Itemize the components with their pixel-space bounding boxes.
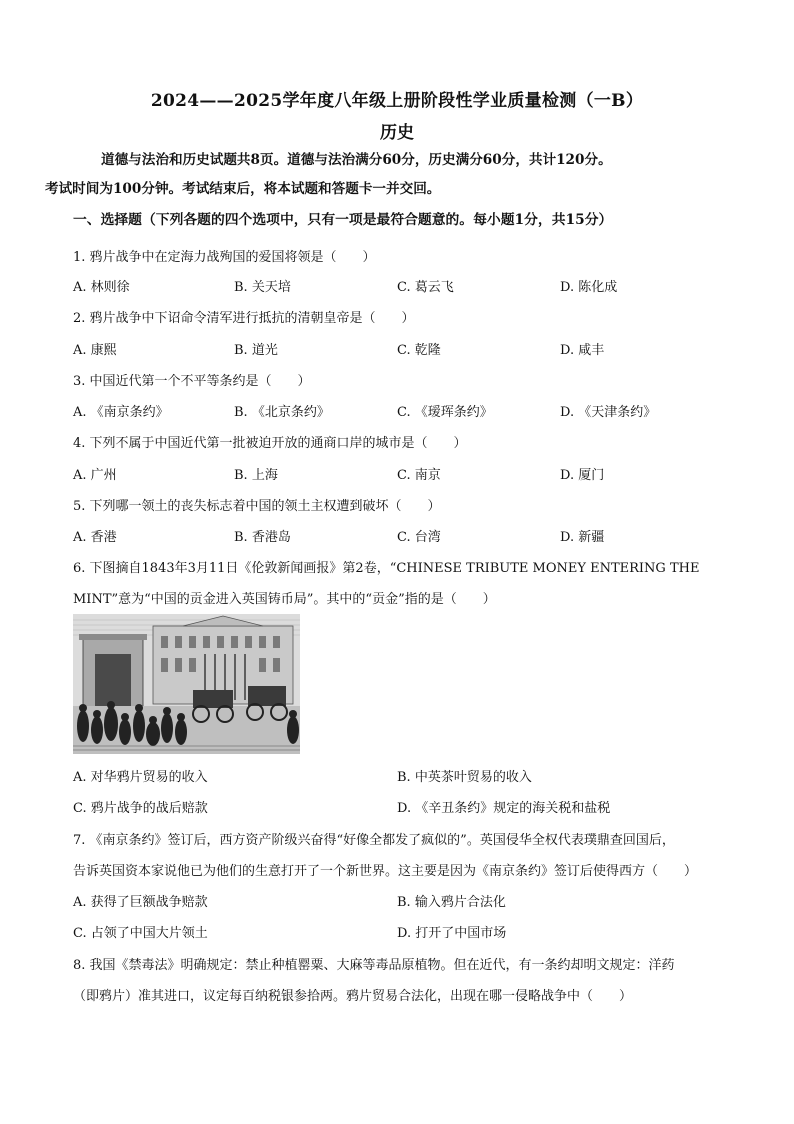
instructions-line-2: 考试时间为100分钟。考试结束后，将本试题和答题卡一并交回。 [45,181,441,197]
section-heading: 一、选择题（下列各题的四个选项中，只有一项是最符合题意的。每小题1分，共15分） [73,212,613,228]
question-8-stem-line-2: （即鸦片）准其进口，议定每百纳税银参拾两。鸦片贸易合法化，出现在哪一侵略战争中（ ） [73,989,633,1004]
question-1-stem: 1. 鸦片战争中在定海力战殉国的爱国将领是（ ） [73,250,376,265]
instructions-line-1: 道德与法治和历史试题共8页。道德与法治满分60分，历史满分60分，共计120分。 [101,152,612,168]
question-6-option-a[interactable]: A. 对华鸦片贸易的收入 [73,770,208,785]
question-4-option-d[interactable]: D. 厦门 [560,468,605,483]
question-7-stem-line-1: 7. 《南京条约》签订后，西方资产阶级兴奋得“好像全都发了疯似的”。英国侵华全权代表璞鼎查回国后， [73,833,675,848]
question-6-option-d[interactable]: D. 《辛丑条约》规定的海关税和盐税 [397,801,611,816]
question-3-option-a[interactable]: A. 《南京条约》 [73,405,169,420]
question-7-option-a[interactable]: A. 获得了巨额战争赔款 [73,895,208,910]
question-2-option-b[interactable]: B. 道光 [234,343,278,358]
engraving-illustration [73,614,300,754]
question-7-option-c[interactable]: C. 占领了中国大片领土 [73,926,208,941]
question-1-option-d[interactable]: D. 陈化成 [560,280,618,295]
question-5-option-c[interactable]: C. 台湾 [397,530,441,545]
exam-title: 2024——2025学年度八年级上册阶段性学业质量检测（一B） [150,91,644,111]
question-1-option-c[interactable]: C. 葛云飞 [397,280,454,295]
question-5-option-a[interactable]: A. 香港 [73,530,117,545]
question-6-stem-line-1: 6. 下图摘自1843年3月11日《伦敦新闻画报》第2卷，“CHINESE TRIBUTE MONEY ENTERING THE [73,561,700,576]
question-3-option-c[interactable]: C. 《瑷珲条约》 [397,405,493,420]
question-6-option-c[interactable]: C. 鸦片战争的战后赔款 [73,801,208,816]
question-3-option-b[interactable]: B. 《北京条约》 [234,405,330,420]
question-3-option-d[interactable]: D. 《天津条约》 [560,405,657,420]
question-5-stem: 5. 下列哪一领土的丧失标志着中国的领土主权遭到破坏（ ） [73,499,441,514]
question-4-option-c[interactable]: C. 南京 [397,468,441,483]
question-1-option-b[interactable]: B. 关天培 [234,280,291,295]
question-5-option-b[interactable]: B. 香港岛 [234,530,291,545]
exam-instructions [45,146,723,204]
question-2-stem: 2. 鸦片战争中下诏命令清军进行抵抗的清朝皇帝是（ ） [73,311,415,326]
question-4-stem: 4. 下列不属于中国近代第一批被迫开放的通商口岸的城市是（ ） [73,436,467,451]
question-2-option-a[interactable]: A. 康熙 [73,343,117,358]
question-6-stem-line-2: MINT”意为“中国的贡金进入英国铸币局”。其中的“贡金”指的是（ ） [73,592,496,607]
question-5-option-d[interactable]: D. 新疆 [560,530,605,545]
question-4-option-b[interactable]: B. 上海 [234,468,278,483]
question-7-stem-line-2: 告诉英国资本家说他已为他们的生意打开了一个新世界。这主要是因为《南京条约》签订后使得西方（ ） [73,864,698,879]
question-3-stem: 3. 中国近代第一个不平等条约是（ ） [73,374,311,389]
question-1-option-a[interactable]: A. 林则徐 [73,280,130,295]
question-8-stem-line-1: 8. 我国《禁毒法》明确规定：禁止种植罂粟、大麻等毒品原植物。但在近代，有一条约却明文规定：洋药 [73,958,675,973]
question-6-option-b[interactable]: B. 中英茶叶贸易的收入 [397,770,532,785]
question-2-option-c[interactable]: C. 乾隆 [397,343,441,358]
question-7-option-b[interactable]: B. 输入鸦片合法化 [397,895,506,910]
subject-title: 历史 [380,123,414,143]
question-2-option-d[interactable]: D. 咸丰 [560,343,605,358]
question-4-option-a[interactable]: A. 广州 [73,468,117,483]
question-7-option-d[interactable]: D. 打开了中国市场 [397,926,507,941]
